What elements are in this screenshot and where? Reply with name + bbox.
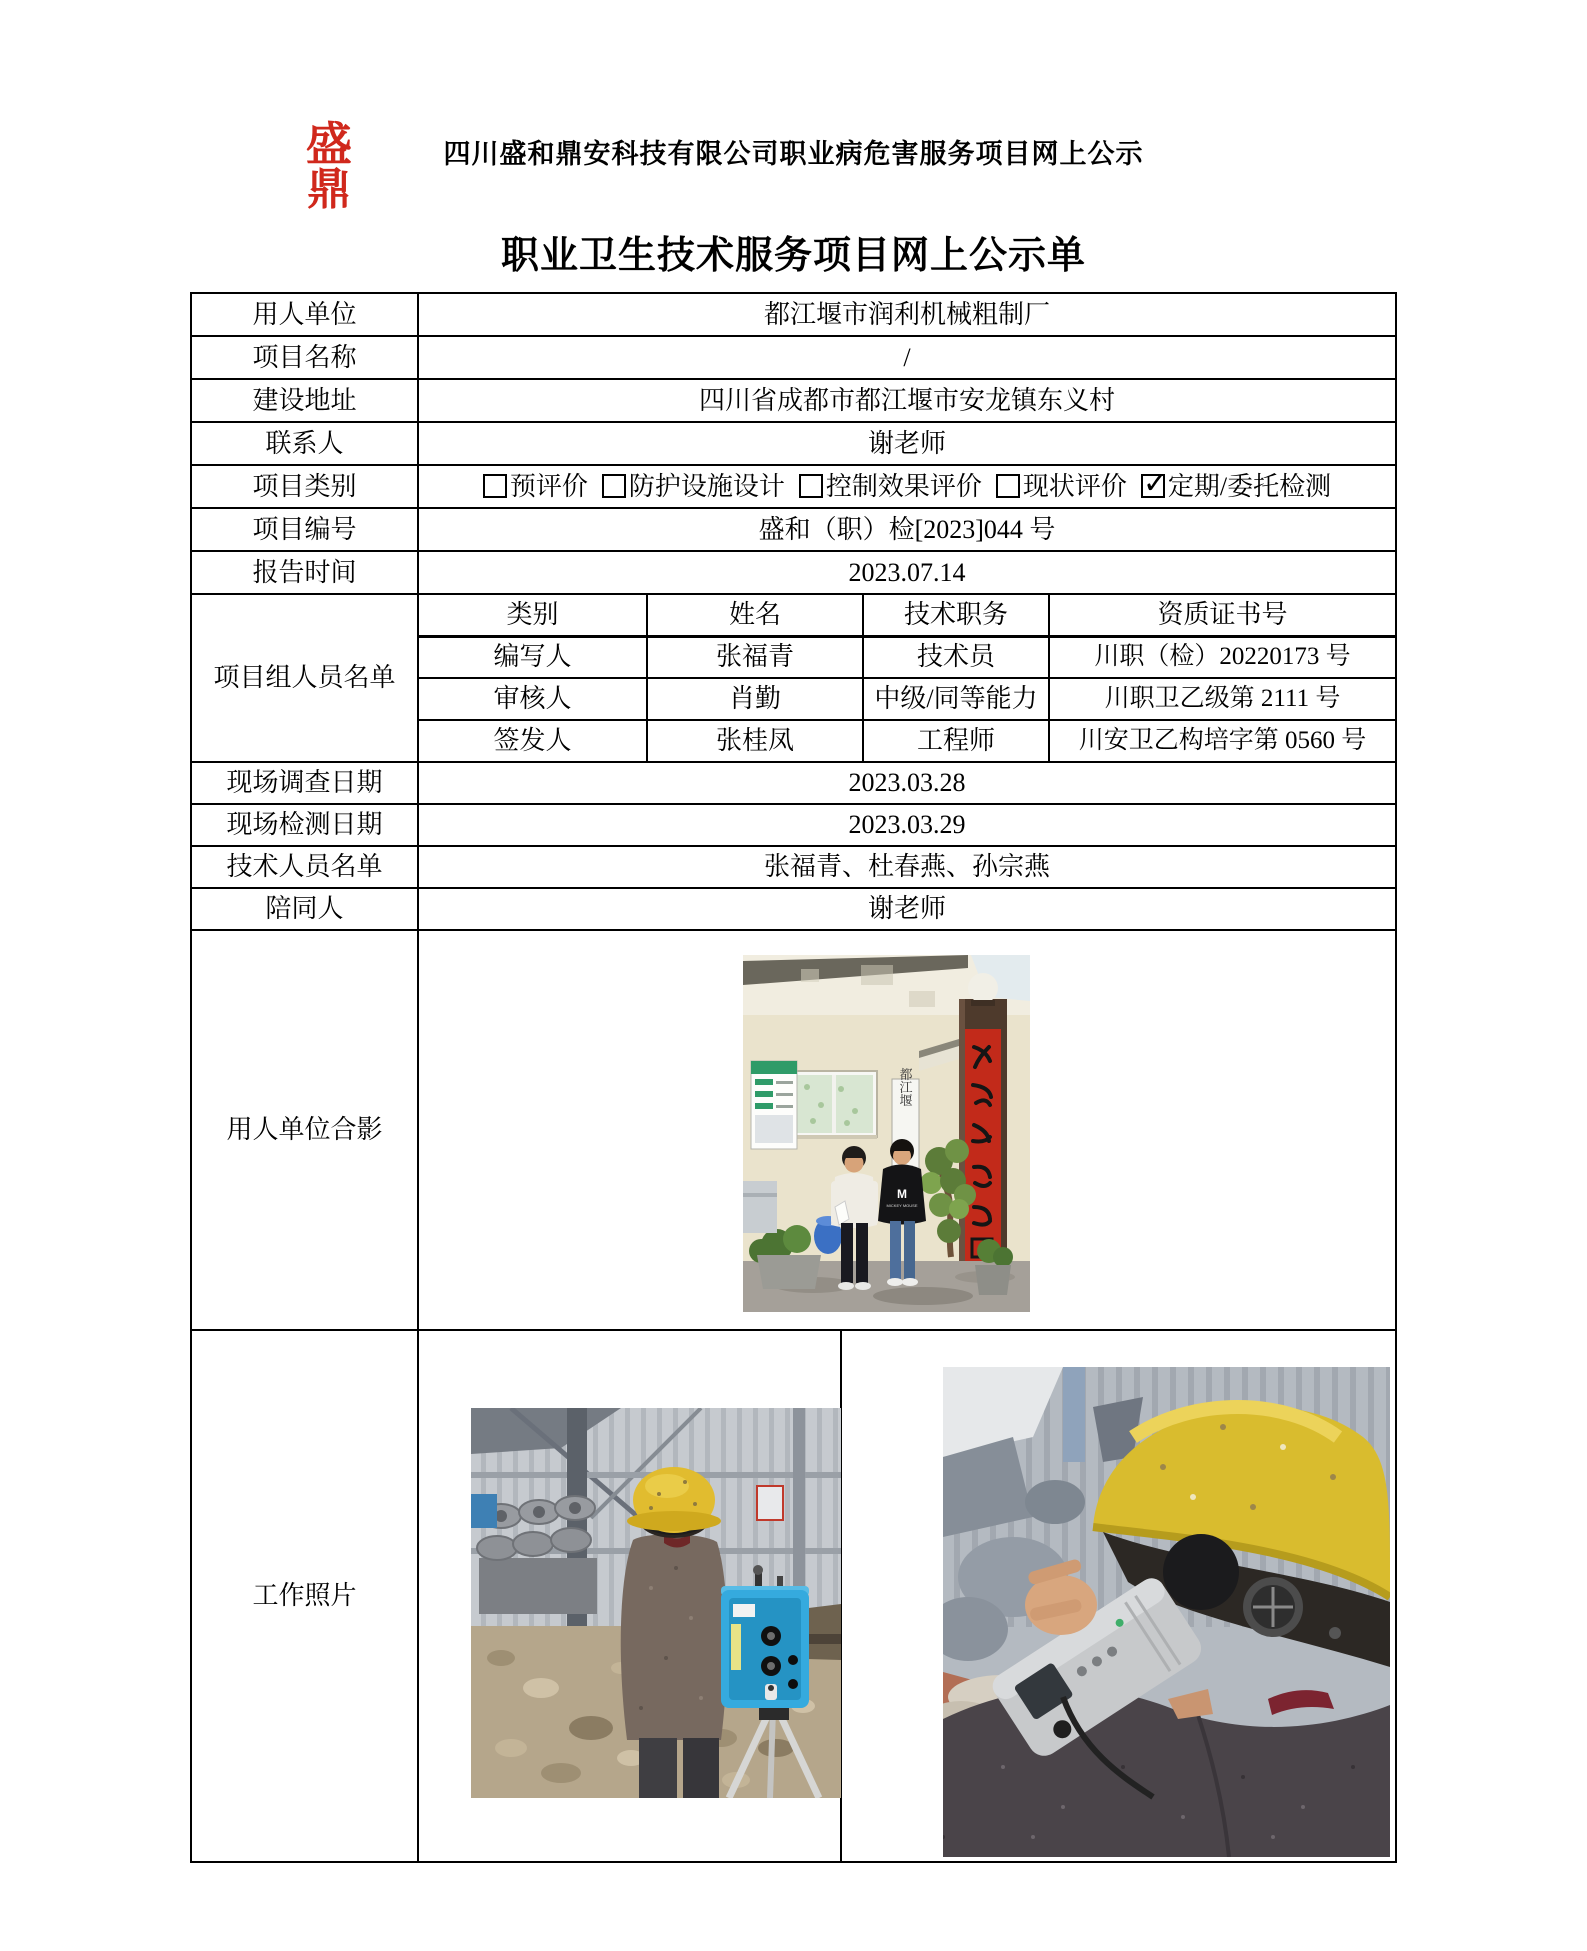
row-survey-date (191, 762, 1396, 804)
member-name: 肖勤 (647, 678, 863, 720)
work-photos-wrap (419, 1331, 1395, 1861)
group-photo-label: 用人单位合影 (191, 930, 418, 1330)
row-report-date (191, 551, 1396, 594)
row-group-photo (191, 930, 1396, 1330)
header-note: 四川盛和鼎安科技有限公司职业病危害服务项目网上公示 (443, 139, 1144, 169)
row-category (191, 465, 1396, 508)
row-label: 联系人 (191, 422, 418, 465)
col-header-role: 类别 (418, 594, 647, 636)
row-label: 建设地址 (191, 379, 418, 422)
work-photo-label: 工作照片 (191, 1330, 418, 1862)
logo-char-top: 盛 (306, 120, 352, 170)
row-label: 现场检测日期 (191, 804, 418, 846)
row-project-no (191, 508, 1396, 551)
member-cert: 川职卫乙级第 2111 号 (1049, 678, 1396, 720)
project-no-value: 盛和（职）检[2023]044 号 (418, 508, 1396, 551)
work-photo-right-cell (842, 1331, 1395, 1861)
row-label: 技术人员名单 (191, 846, 418, 888)
group-photo-cell (418, 930, 1396, 1330)
logo-char-bottom: 鼎 (307, 165, 351, 212)
group-photo-image (743, 955, 1030, 1312)
work-photo-left-cell (419, 1331, 842, 1861)
checkbox-label: 现状评价 (1022, 471, 1127, 501)
checkbox-option (996, 472, 1127, 502)
mic-foam (1163, 1534, 1239, 1610)
row-label: 项目编号 (191, 508, 418, 551)
hoodie-words: MICKEY MOUSE (886, 1203, 918, 1208)
member-role: 审核人 (418, 678, 647, 720)
member-title: 中级/同等能力 (863, 678, 1049, 720)
row-label: 陪同人 (191, 888, 418, 930)
member-name: 张福青 (647, 636, 863, 678)
pipe (1063, 1367, 1085, 1462)
col-header-name: 姓名 (647, 594, 863, 636)
contact-value: 谢老师 (418, 422, 1396, 465)
row-label: 用人单位 (191, 293, 418, 336)
row-escort (191, 888, 1396, 930)
checkbox-icon (483, 474, 507, 498)
escort-value: 谢老师 (418, 888, 1396, 930)
row-label: 项目名称 (191, 336, 418, 379)
blue-machine (471, 1494, 497, 1528)
work-photos-cell (418, 1330, 1396, 1862)
col-header-title: 技术职务 (863, 594, 1049, 636)
category-options (419, 472, 1395, 502)
checkbox-option (602, 472, 785, 502)
checkbox-option (799, 472, 982, 502)
notice-board (751, 1061, 797, 1149)
publicity-form-table (190, 292, 1397, 1863)
member-name: 张桂凤 (647, 720, 863, 762)
sampler-instrument (721, 1565, 809, 1708)
category-options-cell (418, 465, 1396, 508)
red-banner (965, 1029, 1001, 1267)
row-work-photos (191, 1330, 1396, 1862)
row-address (191, 379, 1396, 422)
checkbox-option (483, 472, 588, 502)
project-name-value: / (418, 336, 1396, 379)
member-cert: 川安卫乙构培字第 0560 号 (1049, 720, 1396, 762)
detect-date-value: 2023.03.29 (418, 804, 1396, 846)
row-project-name (191, 336, 1396, 379)
col-header-cert: 资质证书号 (1049, 594, 1396, 636)
work-photo-left-image (471, 1408, 841, 1798)
post-lamp (968, 973, 998, 1003)
wall-sign (757, 1486, 783, 1520)
checkbox-label: 预评价 (509, 471, 588, 501)
team-label: 项目组人员名单 (191, 594, 418, 762)
checkbox-label: 定期/委托检测 (1167, 471, 1332, 501)
employer-value: 都江堰市润利机械粗制厂 (418, 293, 1396, 336)
checkbox-label: 控制效果评价 (825, 471, 982, 501)
hoodie-letter: M (897, 1187, 907, 1201)
row-employer (191, 293, 1396, 336)
checkbox-icon (799, 474, 823, 498)
report-date-value: 2023.07.14 (418, 551, 1396, 594)
row-label: 现场调查日期 (191, 762, 418, 804)
checkbox-icon (996, 474, 1020, 498)
member-title: 工程师 (863, 720, 1049, 762)
team-header-row (191, 594, 1396, 636)
address-value: 四川省成都市都江堰市安龙镇东义村 (418, 379, 1396, 422)
row-label: 项目类别 (191, 465, 418, 508)
row-detect-date (191, 804, 1396, 846)
page-title: 职业卫生技术服务项目网上公示单 (500, 235, 1086, 277)
checkbox-label: 防护设施设计 (628, 471, 785, 501)
member-role: 编写人 (418, 636, 647, 678)
member-title: 技术员 (863, 636, 1049, 678)
member-role: 签发人 (418, 720, 647, 762)
row-contact (191, 422, 1396, 465)
checkbox-icon (602, 474, 626, 498)
checkbox-option-checked (1141, 472, 1331, 502)
window (793, 1071, 877, 1139)
row-tech-staff (191, 846, 1396, 888)
checkbox-checked-icon (1141, 474, 1165, 498)
work-photo-right-image (943, 1367, 1390, 1857)
utility-box (743, 1181, 777, 1233)
gate-sign-text: 都江堰 (897, 1067, 913, 1107)
tech-staff-value: 张福青、杜春燕、孙宗燕 (418, 846, 1396, 888)
member-cert: 川职（检）20220173 号 (1049, 636, 1396, 678)
survey-date-value: 2023.03.28 (418, 762, 1396, 804)
row-label: 报告时间 (191, 551, 418, 594)
